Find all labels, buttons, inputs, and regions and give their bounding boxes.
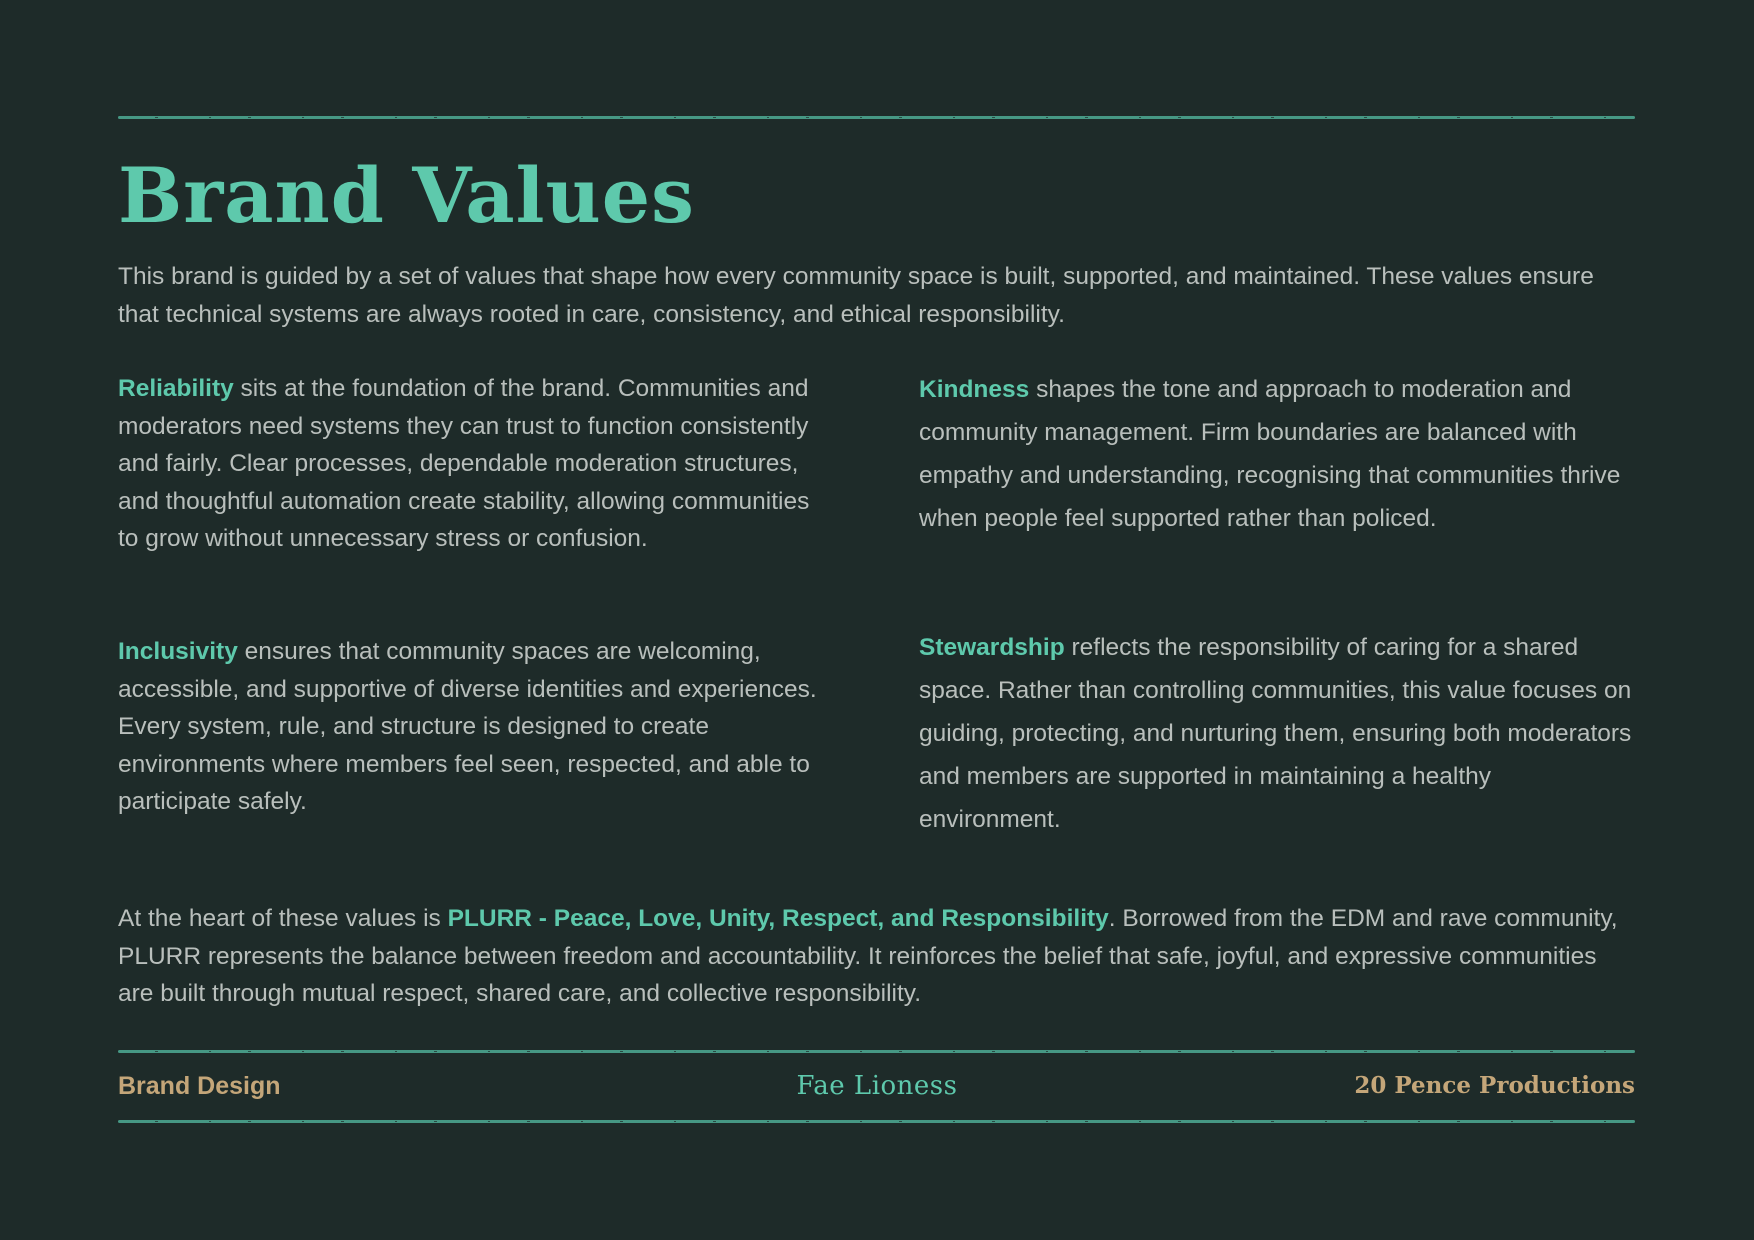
footer-studio-name: 20 Pence Productions [1354,1072,1635,1099]
inclusivity-keyword: Inclusivity [118,638,238,665]
stewardship-paragraph [919,626,1635,841]
footer-top-divider [118,1050,1635,1053]
plurr-paragraph [118,900,1638,1013]
inclusivity-paragraph [118,633,833,821]
stewardship-text: reflects the responsibility of caring for a shared space. Rather than controlling communities, this value focuses on guiding, protecting, and nurturing them, ensuring both moderators and members are supported in maintaining a healthy environment. [919,634,1632,833]
footer-section-label: Brand Design [118,1072,281,1100]
page-title: Brand Values [118,151,695,240]
kindness-paragraph [919,368,1635,540]
kindness-text: shapes the tone and approach to moderation and community management. Firm boundaries are balanced with empathy and understanding, recognising that communities thrive when people feel supported rather than policed. [919,376,1621,532]
footer-brand-name: Fae Lioness [796,1071,958,1101]
footer-bottom-divider [118,1120,1635,1123]
intro-paragraph: This brand is guided by a set of values that shape how every community space is built, supported, and maintained. These values ensure that technical systems are always rooted in care, consistency, and ethical responsibility. [118,263,1594,328]
reliability-keyword: Reliability [118,375,234,402]
inclusivity-text: ensures that community spaces are welcoming, accessible, and supportive of diverse identities and experiences. Every system, rule, and structure is designed to create environments where members feel seen, respected, and able to participate safely. [118,638,817,816]
kindness-keyword: Kindness [919,376,1030,403]
plurr-highlight: PLURR - Peace, Love, Unity, Respect, and Responsibility [447,905,1109,932]
plurr-lead: At the heart of these values is [118,905,448,932]
plurr-rest: . Borrowed from the EDM and rave community, PLURR represents the balance between freedom and accountability. It reinforces the belief that safe, joyful, and expressive communities are built through mutual respect, shared care, and collective responsibility. [118,905,1618,1008]
stewardship-keyword: Stewardship [919,634,1065,661]
reliability-text: sits at the foundation of the brand. Communities and moderators need systems they can trust to function consistently and fairly. Clear processes, dependable moderation structures, and thoughtful automation create stability, allowing communities to grow without unnecessary stress or confusion. [118,375,810,553]
top-divider [118,116,1635,119]
reliability-paragraph [118,370,833,558]
